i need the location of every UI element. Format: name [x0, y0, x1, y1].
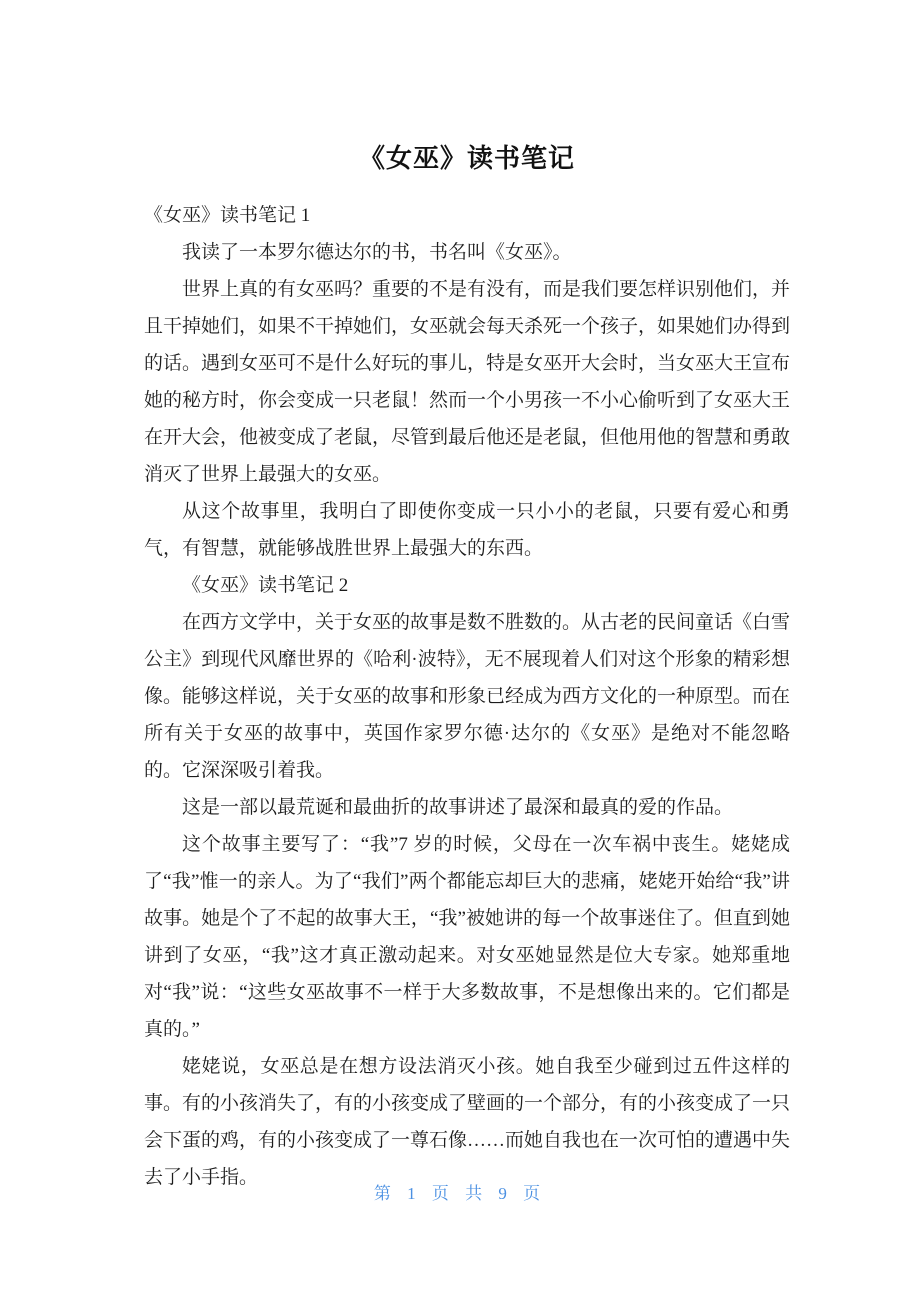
paragraph: 在西方文学中，关于女巫的故事是数不胜数的。从古老的民间童话《白雪公主》到现代风靡世界的《哈利·波特》，无不展现着人们对这个形象的精彩想像。能够这样说，关于女巫的故事和形象已经成为西方文化的一种原型。而在所有关于女巫的故事中，英国作家罗尔德·达尔的《女巫》是绝对不能忽略的。它深深吸引着我。 — [144, 612, 791, 781]
paragraph: 从这个故事里，我明白了即使你变成一只小小的老鼠，只要有爱心和勇气，有智慧，就能够战胜世界上最强大的东西。 — [144, 501, 790, 559]
paragraph: 《女巫》读书笔记 1 — [144, 205, 311, 226]
paragraph: 我读了一本罗尔德达尔的书，书名叫《女巫》。 — [182, 242, 572, 263]
paragraph: 这是一部以最荒诞和最曲折的故事讲述了最深和最真的爱的作品。 — [182, 797, 734, 818]
paragraph: 《女巫》读书笔记 2 — [182, 575, 349, 596]
paragraph: 世界上真的有女巫吗？重要的不是有没有，而是我们要怎样识别他们，并且干掉她们，如果不干掉她们，女巫就会每天杀死一个孩子，如果她们办得到的话。遇到女巫可不是什么好玩的事儿，特是女巫开大会时，当女巫大王宣布她的秘方时，你会变成一只老鼠！然而一个小男孩一不小心偷听到了女巫大王在开大会，他被变成了老鼠，尽管到最后他还是老鼠，但他用他的智慧和勇敢消灭了世界上最强大的女巫。 — [144, 279, 791, 485]
page-title: 《女巫》读书笔记 — [358, 144, 575, 173]
paragraph: 这个故事主要写了：“我”7 岁的时候，父母在一次车祸中丧生。姥姥成了“我”惟一的亲人。为了“我们”两个都能忘却巨大的悲痛，姥姥开始给“我”讲故事。她是个了不起的故事大王，“我”被她讲的每一个故事迷住了。但直到她讲到了女巫，“我”这才真正激动起来。对女巫她显然是位大专家。她郑重地对“我”说：“这些女巫故事不一样于大多数故事，不是想像出来的。它们都是真的。” — [144, 834, 790, 1040]
page-footer: 第 1 页 共 9 页 — [373, 1184, 547, 1203]
document-body — [144, 141, 790, 1196]
paragraph: 姥姥说，女巫总是在想方设法消灭小孩。她自我至少碰到过五件这样的事。有的小孩消失了，有的小孩变成了壁画的一个部分，有的小孩变成了一只会下蛋的鸡，有的小孩变成了一尊石像……而她自我也在一次可怕的遭遇中失去了小手指。 — [144, 1056, 791, 1188]
